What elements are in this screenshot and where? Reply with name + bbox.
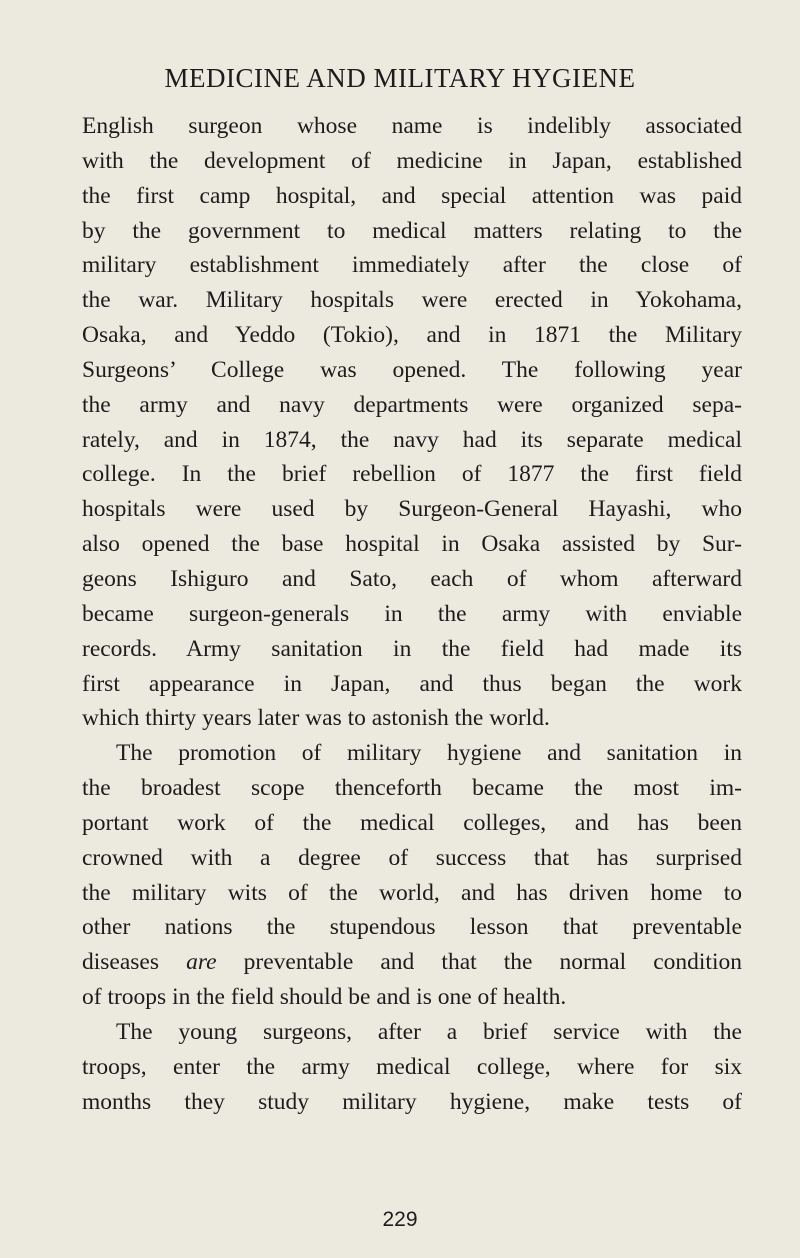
text-line: rately, and in 1874, the navy had its separate medical	[82, 426, 742, 453]
text-line: portant work of the medical colleges, and has been	[82, 809, 742, 836]
text-line: of troops in the field should be and is one of health.	[82, 984, 567, 1011]
text-line: by the government to medical matters relating to the	[82, 217, 742, 244]
paragraph-1	[82, 109, 742, 736]
page-number: 229	[382, 1208, 418, 1231]
text-line: became surgeon-generals in the army with enviable	[82, 600, 742, 627]
text-line: college. In the brief rebellion of 1877 the first field	[82, 461, 742, 488]
text-line: months they study military hygiene, make tests of	[82, 1088, 742, 1115]
running-head: MEDICINE AND MILITARY HYGIENE	[164, 63, 636, 93]
text-line: crowned with a degree of success that has surprised	[82, 844, 742, 871]
text-line: the broadest scope thenceforth became the most im-	[82, 775, 742, 802]
text-line: The young surgeons, after a brief service with the	[116, 1018, 742, 1045]
text-fragment: diseases	[82, 949, 187, 976]
text-line: geons Ishiguro and Sato, each of whom afterward	[82, 565, 742, 592]
text-line: Osaka, and Yeddo (Tokio), and in 1871 the Military	[82, 322, 742, 349]
text-line: records. Army sanitation in the field had made its	[82, 635, 742, 662]
text-line: hospitals were used by Surgeon-General Hayashi, who	[82, 496, 742, 523]
body-text	[82, 109, 742, 1119]
text-line: the military wits of the world, and has driven home to	[82, 879, 742, 906]
emphasized-word: are	[186, 949, 217, 976]
text-line: also opened the base hospital in Osaka assisted by Sur-	[82, 531, 742, 558]
text-line: first appearance in Japan, and thus began the work	[82, 670, 742, 697]
text-line: troops, enter the army medical college, where for six	[82, 1053, 742, 1080]
text-line: Surgeons’ College was opened. The following year	[82, 356, 742, 383]
text-fragment: preventable and that the normal condition	[216, 949, 742, 976]
text-line: the army and navy departments were organized sepa-	[82, 391, 742, 418]
text-line: with the development of medicine in Japan, established	[82, 147, 742, 174]
paragraph-3	[82, 1015, 742, 1120]
text-line: The promotion of military hygiene and sanitation in	[116, 740, 742, 767]
text-line: English surgeon whose name is indelibly associated	[82, 113, 742, 139]
text-line: other nations the stupendous lesson that preventable	[82, 914, 742, 941]
text-line: the war. Military hospitals were erected in Yokohama,	[82, 287, 742, 314]
paragraph-2	[82, 736, 742, 1015]
text-line: which thirty years later was to astonish the world.	[82, 705, 550, 732]
text-line: military establishment immediately after the close of	[82, 252, 742, 279]
text-line	[82, 945, 742, 980]
text-line: the first camp hospital, and special attention was paid	[82, 182, 742, 209]
